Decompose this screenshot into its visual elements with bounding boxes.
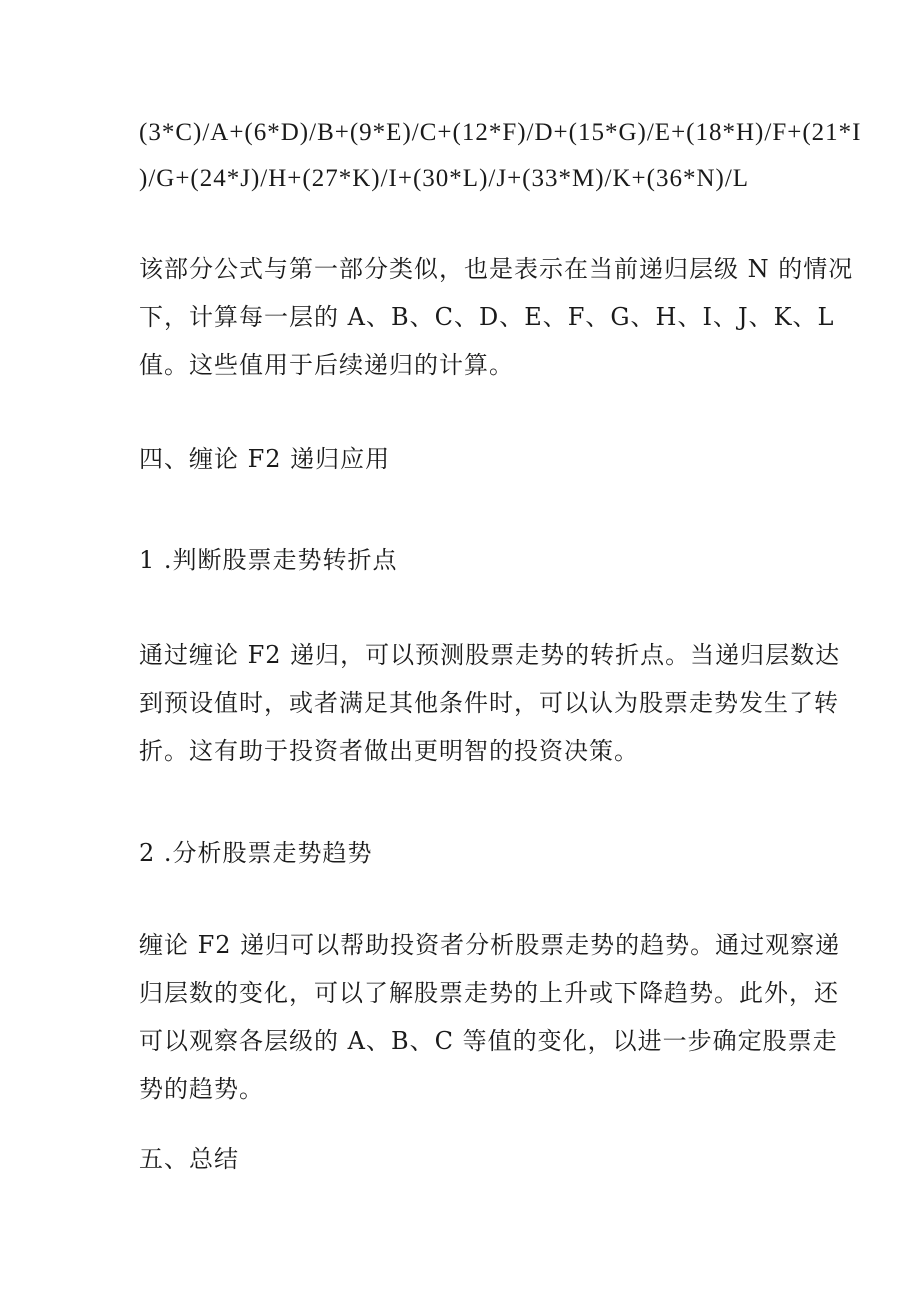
section-4-heading: 四、缠论 F2 递归应用	[139, 445, 391, 473]
formula-line-2: )/G+(24*J)/H+(27*K)/I+(30*L)/J+(33*M)/K+(36*N)/L	[139, 165, 750, 192]
explain-paragraph-line-2: 下，计算每一层的 A、B、C、D、E、F、G、H、I、J、K、L	[139, 303, 835, 331]
subsection-1-paragraph-line-2: 到预设值时，或者满足其他条件时，可以认为股票走势发生了转	[139, 689, 839, 717]
subsection-1-paragraph-line-1: 通过缠论 F2 递归，可以预测股票走势的转折点。当递归层数达	[139, 641, 841, 669]
subsection-2-heading: 2 .分析股票走势趋势	[139, 839, 373, 867]
subsection-2-paragraph-line-1: 缠论 F2 递归可以帮助投资者分析股票走势的趋势。通过观察递	[139, 931, 841, 959]
explain-paragraph-line-3: 值。这些值用于后续递归的计算。	[139, 351, 514, 379]
section-5-heading: 五、总结	[139, 1145, 239, 1173]
subsection-2-paragraph-line-4: 势的趋势。	[139, 1075, 264, 1103]
formula-line-1: (3*C)/A+(6*D)/B+(9*E)/C+(12*F)/D+(15*G)/E+(18*H)/F+(21*I	[139, 119, 862, 146]
subsection-1-heading: 1 .判断股票走势转折点	[139, 546, 398, 574]
explain-paragraph-line-1: 该部分公式与第一部分类似，也是表示在当前递归层级 N 的情况	[139, 255, 854, 283]
subsection-1-paragraph-line-3: 折。这有助于投资者做出更明智的投资决策。	[139, 737, 639, 765]
subsection-2-paragraph-line-2: 归层数的变化，可以了解股票走势的上升或下降趋势。此外，还	[139, 979, 839, 1007]
subsection-2-paragraph-line-3: 可以观察各层级的 A、B、C 等值的变化，以进一步确定股票走	[139, 1027, 838, 1055]
